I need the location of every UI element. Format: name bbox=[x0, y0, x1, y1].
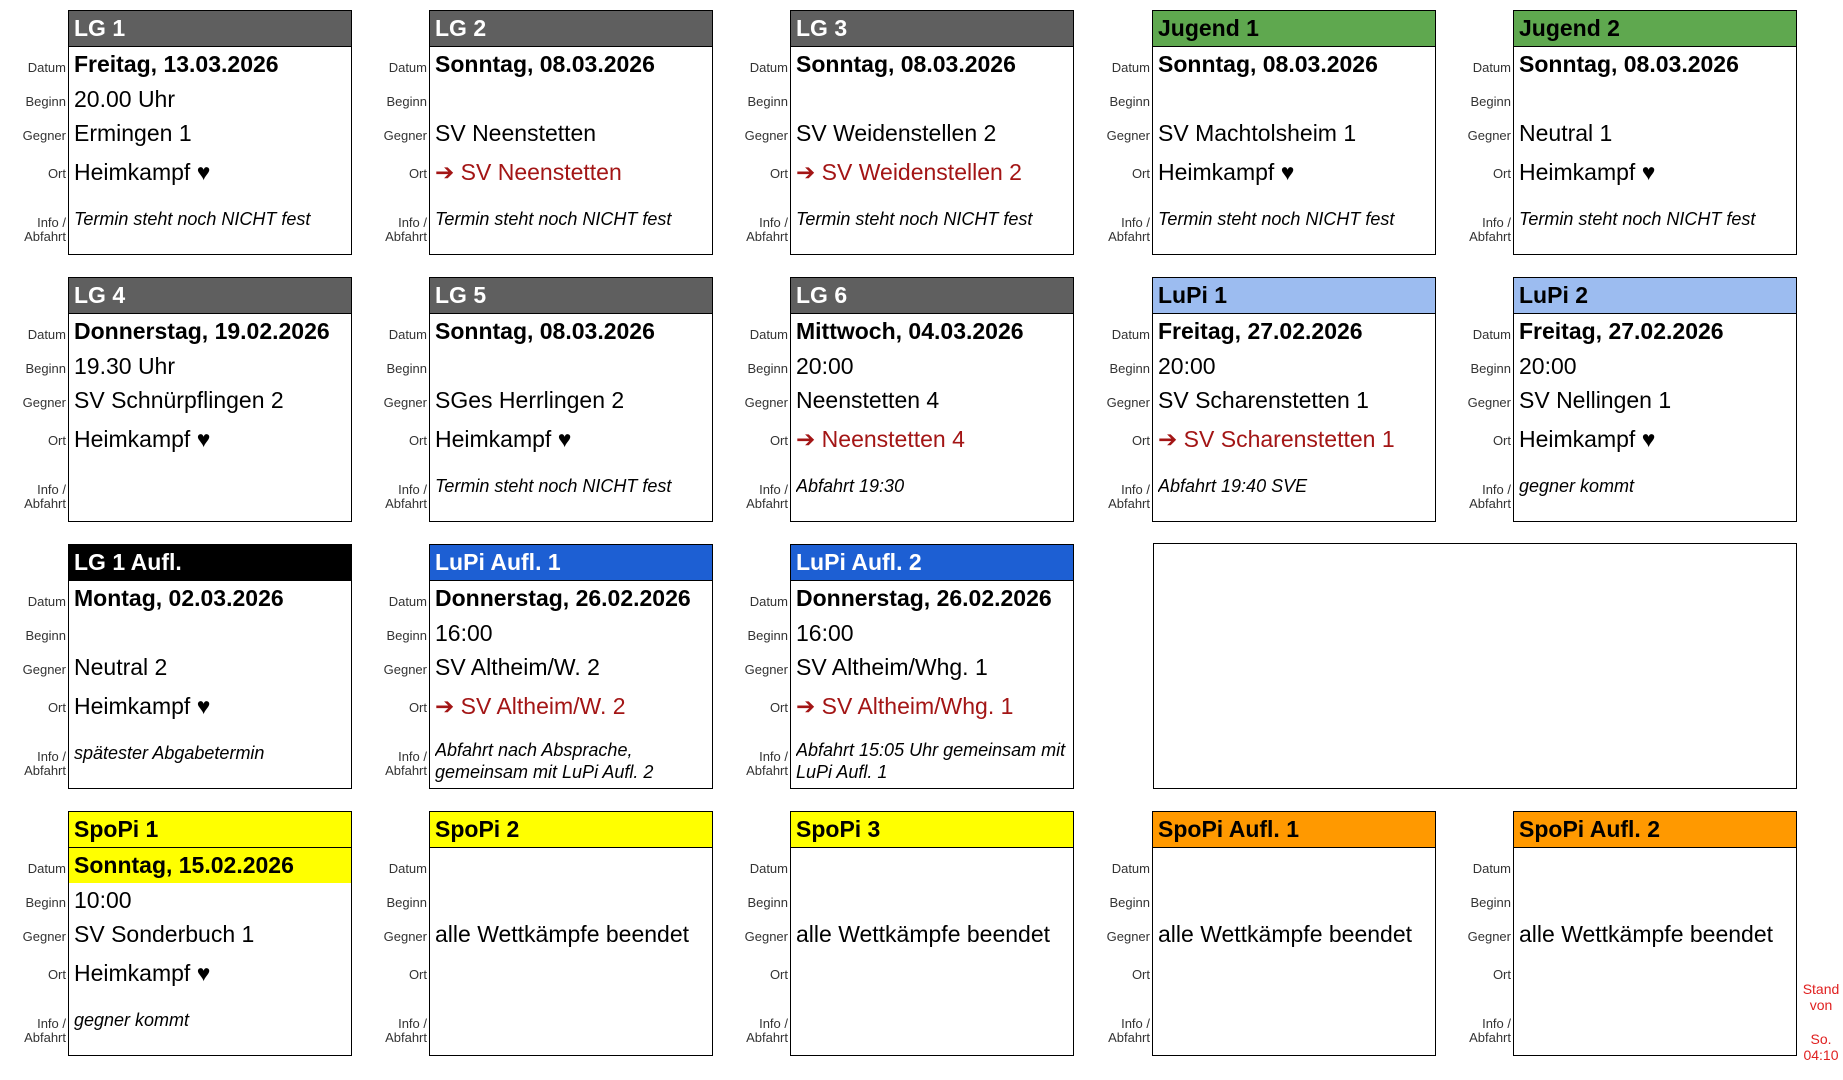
match-box bbox=[68, 10, 352, 255]
label-beginn: Beginn bbox=[747, 94, 788, 109]
field-labels bbox=[1445, 10, 1513, 258]
label-ort: Ort bbox=[769, 967, 788, 982]
team-card-lg-5 bbox=[361, 277, 751, 525]
label-beginn: Beginn bbox=[1470, 94, 1511, 109]
label-datum: Datum bbox=[1472, 60, 1511, 75]
match-box bbox=[68, 811, 352, 1056]
label-beginn: Beginn bbox=[25, 895, 66, 910]
match-start-time: 20.00 Uhr bbox=[74, 86, 176, 112]
team-card-lg-3 bbox=[722, 10, 1112, 258]
venue: Heimkampf ♥ bbox=[74, 960, 211, 986]
venue: Heimkampf ♥ bbox=[74, 693, 211, 719]
venue: Heimkampf ♥ bbox=[74, 426, 211, 452]
opponent: Neutral 2 bbox=[74, 654, 168, 680]
label-abfahrt: Abfahrt bbox=[24, 496, 66, 511]
team-header: LG 1 Aufl. bbox=[69, 545, 351, 581]
label-beginn: Beginn bbox=[1109, 94, 1150, 109]
match-box bbox=[1152, 811, 1436, 1056]
label-ort: Ort bbox=[408, 166, 427, 181]
opponent: SV Scharenstetten 1 bbox=[1158, 387, 1369, 413]
field-labels bbox=[0, 811, 68, 1059]
label-gegner: Gegner bbox=[22, 662, 66, 677]
label-gegner: Gegner bbox=[383, 395, 427, 410]
info-departure: Abfahrt 19:30 bbox=[796, 476, 905, 496]
team-header: SpoPi 2 bbox=[430, 812, 712, 848]
match-date bbox=[1158, 848, 1431, 883]
venue: ➔ SV Altheim/W. 2 bbox=[435, 693, 626, 719]
label-gegner: Gegner bbox=[1106, 128, 1150, 143]
team-header: Jugend 2 bbox=[1514, 11, 1796, 47]
label-ort: Ort bbox=[1131, 967, 1150, 982]
team-card-spopi-2 bbox=[361, 811, 751, 1059]
label-gegner: Gegner bbox=[1467, 929, 1511, 944]
stand-label: Stand bbox=[1802, 981, 1840, 997]
label-abfahrt: Abfahrt bbox=[1108, 229, 1150, 244]
team-header: LG 2 bbox=[430, 11, 712, 47]
label-beginn: Beginn bbox=[747, 361, 788, 376]
label-beginn: Beginn bbox=[1470, 895, 1511, 910]
match-start-time bbox=[435, 349, 708, 383]
venue: ➔ SV Weidenstellen 2 bbox=[796, 159, 1022, 185]
team-header: LG 6 bbox=[791, 278, 1073, 314]
team-card-lupi-aufl-1 bbox=[361, 544, 751, 792]
match-date bbox=[796, 848, 1069, 883]
empty-panel bbox=[1153, 543, 1797, 789]
team-header: LuPi 2 bbox=[1514, 278, 1796, 314]
label-abfahrt: Abfahrt bbox=[24, 763, 66, 778]
label-ort: Ort bbox=[1492, 433, 1511, 448]
label-datum: Datum bbox=[1111, 60, 1150, 75]
field-labels bbox=[361, 10, 429, 258]
label-datum: Datum bbox=[749, 861, 788, 876]
label-info: Info / bbox=[1121, 482, 1150, 497]
opponent: SV Altheim/W. 2 bbox=[435, 654, 600, 680]
match-box bbox=[68, 544, 352, 789]
opponent: alle Wettkämpfe beendet bbox=[796, 921, 1051, 947]
match-start-time bbox=[74, 616, 347, 650]
venue bbox=[1519, 956, 1792, 990]
label-datum: Datum bbox=[1472, 861, 1511, 876]
match-box bbox=[68, 277, 352, 522]
match-date: Freitag, 27.02.2026 bbox=[1158, 318, 1363, 344]
label-datum: Datum bbox=[749, 594, 788, 609]
label-ort: Ort bbox=[47, 967, 66, 982]
info-departure: spätester Abgabetermin bbox=[74, 743, 265, 763]
match-date: Sonntag, 08.03.2026 bbox=[1519, 51, 1739, 77]
label-datum: Datum bbox=[388, 594, 427, 609]
match-box bbox=[429, 10, 713, 255]
match-start-time bbox=[435, 82, 708, 116]
label-abfahrt: Abfahrt bbox=[1469, 229, 1511, 244]
info-departure: Termin steht noch NICHT fest bbox=[74, 209, 311, 229]
label-info: Info / bbox=[1482, 1016, 1511, 1031]
label-gegner: Gegner bbox=[1106, 395, 1150, 410]
label-beginn: Beginn bbox=[386, 361, 427, 376]
label-ort: Ort bbox=[769, 433, 788, 448]
match-start-time bbox=[1158, 883, 1431, 917]
match-date: Freitag, 27.02.2026 bbox=[1519, 318, 1724, 344]
stand-gap bbox=[1799, 1013, 1843, 1031]
match-date: Montag, 02.03.2026 bbox=[74, 585, 284, 611]
stand-von: von bbox=[1809, 997, 1833, 1013]
label-datum: Datum bbox=[388, 327, 427, 342]
info-departure: Termin steht noch NICHT fest bbox=[1158, 209, 1395, 229]
label-info: Info / bbox=[1121, 215, 1150, 230]
label-abfahrt: Abfahrt bbox=[385, 496, 427, 511]
label-beginn: Beginn bbox=[25, 361, 66, 376]
venue bbox=[796, 956, 1069, 990]
venue: ➔ SV Scharenstetten 1 bbox=[1158, 426, 1395, 452]
field-labels bbox=[722, 10, 790, 258]
opponent: SV Altheim/Whg. 1 bbox=[796, 654, 988, 680]
label-abfahrt: Abfahrt bbox=[746, 496, 788, 511]
label-gegner: Gegner bbox=[22, 128, 66, 143]
label-ort: Ort bbox=[1492, 967, 1511, 982]
field-labels bbox=[722, 544, 790, 792]
team-card-spopi-aufl-1 bbox=[1084, 811, 1474, 1059]
label-info: Info / bbox=[37, 1016, 66, 1031]
venue: Heimkampf ♥ bbox=[435, 426, 572, 452]
match-start-time: 19.30 Uhr bbox=[74, 353, 176, 379]
venue: ➔ SV Altheim/Whg. 1 bbox=[796, 693, 1014, 719]
info-departure: Abfahrt nach Absprache, gemeinsam mit LuPi Aufl. 2 bbox=[435, 740, 654, 782]
info-departure: Abfahrt 15:05 Uhr gemeinsam mit LuPi Aufl. 1 bbox=[796, 740, 1066, 782]
label-datum: Datum bbox=[388, 60, 427, 75]
info-departure bbox=[796, 1008, 1069, 1052]
label-gegner: Gegner bbox=[744, 395, 788, 410]
opponent: alle Wettkämpfe beendet bbox=[1158, 921, 1413, 947]
field-labels bbox=[1445, 811, 1513, 1059]
match-box bbox=[429, 277, 713, 522]
match-start-time bbox=[435, 883, 708, 917]
opponent: alle Wettkämpfe beendet bbox=[435, 921, 690, 947]
match-box bbox=[429, 811, 713, 1056]
match-date: Freitag, 13.03.2026 bbox=[74, 51, 279, 77]
last-updated-stamp bbox=[1799, 981, 1843, 1063]
team-header: LG 1 bbox=[69, 11, 351, 47]
label-info: Info / bbox=[398, 215, 427, 230]
label-ort: Ort bbox=[1492, 166, 1511, 181]
team-card-jugend-1 bbox=[1084, 10, 1474, 258]
info-departure bbox=[435, 1008, 708, 1052]
match-date bbox=[1519, 848, 1792, 883]
label-info: Info / bbox=[1482, 215, 1511, 230]
label-info: Info / bbox=[37, 215, 66, 230]
info-departure: Termin steht noch NICHT fest bbox=[796, 209, 1033, 229]
venue bbox=[1158, 956, 1431, 990]
team-header: LuPi Aufl. 1 bbox=[430, 545, 712, 581]
label-beginn: Beginn bbox=[1109, 361, 1150, 376]
label-info: Info / bbox=[1121, 1016, 1150, 1031]
label-abfahrt: Abfahrt bbox=[1108, 496, 1150, 511]
opponent: SV Weidenstellen 2 bbox=[796, 120, 997, 146]
label-beginn: Beginn bbox=[1109, 895, 1150, 910]
match-start-time: 20:00 bbox=[1158, 353, 1216, 379]
label-ort: Ort bbox=[1131, 166, 1150, 181]
label-ort: Ort bbox=[47, 700, 66, 715]
team-card-lg-1 bbox=[0, 10, 390, 258]
opponent: Neenstetten 4 bbox=[796, 387, 940, 413]
team-header: LuPi Aufl. 2 bbox=[791, 545, 1073, 581]
team-card-lupi-1 bbox=[1084, 277, 1474, 525]
match-date: Sonntag, 08.03.2026 bbox=[435, 318, 655, 344]
label-abfahrt: Abfahrt bbox=[1108, 1030, 1150, 1045]
match-start-time: 20:00 bbox=[796, 353, 854, 379]
match-start-time bbox=[1158, 82, 1431, 116]
info-departure bbox=[1158, 1008, 1431, 1052]
label-ort: Ort bbox=[408, 967, 427, 982]
venue: Heimkampf ♥ bbox=[74, 159, 211, 185]
label-beginn: Beginn bbox=[25, 94, 66, 109]
field-labels bbox=[722, 811, 790, 1059]
label-info: Info / bbox=[37, 749, 66, 764]
match-date: Donnerstag, 19.02.2026 bbox=[74, 318, 330, 344]
match-box bbox=[790, 544, 1074, 789]
label-info: Info / bbox=[1482, 482, 1511, 497]
label-abfahrt: Abfahrt bbox=[385, 1030, 427, 1045]
label-ort: Ort bbox=[408, 700, 427, 715]
field-labels bbox=[0, 10, 68, 258]
team-header: LuPi 1 bbox=[1153, 278, 1435, 314]
match-box bbox=[790, 277, 1074, 522]
label-datum: Datum bbox=[1111, 861, 1150, 876]
venue: ➔ SV Neenstetten bbox=[435, 159, 622, 185]
info-departure: gegner kommt bbox=[1519, 476, 1635, 496]
label-info: Info / bbox=[398, 482, 427, 497]
team-card-spopi-3 bbox=[722, 811, 1112, 1059]
match-date bbox=[435, 848, 708, 883]
label-beginn: Beginn bbox=[386, 628, 427, 643]
info-departure: Termin steht noch NICHT fest bbox=[435, 476, 672, 496]
venue: ➔ Neenstetten 4 bbox=[796, 426, 965, 452]
info-departure: Abfahrt 19:40 SVE bbox=[1158, 476, 1308, 496]
label-info: Info / bbox=[37, 482, 66, 497]
team-header: LG 3 bbox=[791, 11, 1073, 47]
label-datum: Datum bbox=[749, 60, 788, 75]
match-date: Donnerstag, 26.02.2026 bbox=[435, 585, 691, 611]
label-ort: Ort bbox=[769, 700, 788, 715]
field-labels bbox=[0, 544, 68, 792]
label-ort: Ort bbox=[769, 166, 788, 181]
field-labels bbox=[361, 544, 429, 792]
label-ort: Ort bbox=[47, 433, 66, 448]
field-labels bbox=[1084, 10, 1152, 258]
label-datum: Datum bbox=[27, 60, 66, 75]
field-labels bbox=[1084, 811, 1152, 1059]
team-card-lg-2 bbox=[361, 10, 751, 258]
match-start-time: 16:00 bbox=[796, 620, 854, 646]
field-labels bbox=[0, 277, 68, 525]
label-gegner: Gegner bbox=[22, 395, 66, 410]
label-abfahrt: Abfahrt bbox=[24, 229, 66, 244]
field-labels bbox=[361, 811, 429, 1059]
match-box bbox=[1152, 10, 1436, 255]
label-gegner: Gegner bbox=[744, 662, 788, 677]
opponent: SGes Herrlingen 2 bbox=[435, 387, 625, 413]
opponent: Ermingen 1 bbox=[74, 120, 192, 146]
match-date: Sonntag, 08.03.2026 bbox=[435, 51, 655, 77]
match-date: Donnerstag, 26.02.2026 bbox=[796, 585, 1052, 611]
info-departure: gegner kommt bbox=[74, 1010, 190, 1030]
team-header: SpoPi Aufl. 2 bbox=[1514, 812, 1796, 848]
label-abfahrt: Abfahrt bbox=[385, 763, 427, 778]
field-labels bbox=[722, 277, 790, 525]
opponent: SV Schnürpflingen 2 bbox=[74, 387, 284, 413]
info-departure bbox=[74, 474, 347, 518]
info-departure bbox=[1519, 1008, 1792, 1052]
label-gegner: Gegner bbox=[383, 128, 427, 143]
label-info: Info / bbox=[759, 1016, 788, 1031]
team-card-spopi-aufl-2 bbox=[1445, 811, 1835, 1059]
match-date: Sonntag, 08.03.2026 bbox=[796, 51, 1016, 77]
match-start-time: 20:00 bbox=[1519, 353, 1577, 379]
field-labels bbox=[361, 277, 429, 525]
label-abfahrt: Abfahrt bbox=[1469, 1030, 1511, 1045]
match-box bbox=[790, 811, 1074, 1056]
label-gegner: Gegner bbox=[744, 128, 788, 143]
team-card-lg-1-aufl bbox=[0, 544, 390, 792]
label-beginn: Beginn bbox=[25, 628, 66, 643]
label-info: Info / bbox=[759, 215, 788, 230]
label-datum: Datum bbox=[1111, 327, 1150, 342]
match-start-time bbox=[796, 883, 1069, 917]
opponent: SV Nellingen 1 bbox=[1519, 387, 1672, 413]
label-datum: Datum bbox=[388, 861, 427, 876]
match-start-time bbox=[1519, 82, 1792, 116]
label-datum: Datum bbox=[27, 594, 66, 609]
match-start-time: 16:00 bbox=[435, 620, 493, 646]
label-beginn: Beginn bbox=[1470, 361, 1511, 376]
label-gegner: Gegner bbox=[1467, 395, 1511, 410]
label-datum: Datum bbox=[27, 861, 66, 876]
match-box bbox=[790, 10, 1074, 255]
team-card-lupi-2 bbox=[1445, 277, 1835, 525]
field-labels bbox=[1084, 277, 1152, 525]
label-info: Info / bbox=[398, 749, 427, 764]
label-datum: Datum bbox=[1472, 327, 1511, 342]
label-abfahrt: Abfahrt bbox=[746, 229, 788, 244]
label-info: Info / bbox=[759, 749, 788, 764]
label-abfahrt: Abfahrt bbox=[746, 763, 788, 778]
opponent: SV Sonderbuch 1 bbox=[74, 921, 255, 947]
label-beginn: Beginn bbox=[386, 895, 427, 910]
label-beginn: Beginn bbox=[747, 895, 788, 910]
match-date: Sonntag, 08.03.2026 bbox=[1158, 51, 1378, 77]
label-gegner: Gegner bbox=[744, 929, 788, 944]
label-gegner: Gegner bbox=[383, 662, 427, 677]
label-ort: Ort bbox=[408, 433, 427, 448]
match-box bbox=[1513, 10, 1797, 255]
match-box bbox=[1513, 277, 1797, 522]
label-datum: Datum bbox=[27, 327, 66, 342]
team-card-spopi-1 bbox=[0, 811, 390, 1059]
stand-time: 04:10 bbox=[1803, 1047, 1839, 1063]
team-card-lupi-aufl-2 bbox=[722, 544, 1112, 792]
label-info: Info / bbox=[398, 1016, 427, 1031]
team-header: SpoPi Aufl. 1 bbox=[1153, 812, 1435, 848]
venue: Heimkampf ♥ bbox=[1519, 159, 1656, 185]
label-ort: Ort bbox=[47, 166, 66, 181]
field-labels bbox=[1445, 277, 1513, 525]
info-departure: Termin steht noch NICHT fest bbox=[435, 209, 672, 229]
opponent: SV Machtolsheim 1 bbox=[1158, 120, 1357, 146]
opponent: SV Neenstetten bbox=[435, 120, 597, 146]
match-box bbox=[1152, 277, 1436, 522]
match-start-time: 10:00 bbox=[74, 887, 132, 913]
match-start-time bbox=[1519, 883, 1792, 917]
label-abfahrt: Abfahrt bbox=[1469, 496, 1511, 511]
venue bbox=[435, 956, 708, 990]
stand-day: So. bbox=[1810, 1031, 1832, 1047]
label-beginn: Beginn bbox=[747, 628, 788, 643]
team-header: Jugend 1 bbox=[1153, 11, 1435, 47]
match-box bbox=[1513, 811, 1797, 1056]
venue: Heimkampf ♥ bbox=[1519, 426, 1656, 452]
match-date: Mittwoch, 04.03.2026 bbox=[796, 318, 1024, 344]
label-info: Info / bbox=[759, 482, 788, 497]
label-beginn: Beginn bbox=[386, 94, 427, 109]
team-header: LG 5 bbox=[430, 278, 712, 314]
opponent: Neutral 1 bbox=[1519, 120, 1613, 146]
label-datum: Datum bbox=[749, 327, 788, 342]
opponent: alle Wettkämpfe beendet bbox=[1519, 921, 1774, 947]
label-gegner: Gegner bbox=[383, 929, 427, 944]
match-date: Sonntag, 15.02.2026 bbox=[69, 848, 351, 883]
team-card-jugend-2 bbox=[1445, 10, 1835, 258]
team-header: SpoPi 3 bbox=[791, 812, 1073, 848]
label-abfahrt: Abfahrt bbox=[385, 229, 427, 244]
match-box bbox=[429, 544, 713, 789]
label-ort: Ort bbox=[1131, 433, 1150, 448]
venue: Heimkampf ♥ bbox=[1158, 159, 1295, 185]
team-header: LG 4 bbox=[69, 278, 351, 314]
team-card-lg-6 bbox=[722, 277, 1112, 525]
label-gegner: Gegner bbox=[1467, 128, 1511, 143]
team-header: SpoPi 1 bbox=[69, 812, 351, 848]
match-start-time bbox=[796, 82, 1069, 116]
label-gegner: Gegner bbox=[22, 929, 66, 944]
label-gegner: Gegner bbox=[1106, 929, 1150, 944]
team-card-lg-4 bbox=[0, 277, 390, 525]
label-abfahrt: Abfahrt bbox=[24, 1030, 66, 1045]
label-abfahrt: Abfahrt bbox=[746, 1030, 788, 1045]
info-departure: Termin steht noch NICHT fest bbox=[1519, 209, 1756, 229]
